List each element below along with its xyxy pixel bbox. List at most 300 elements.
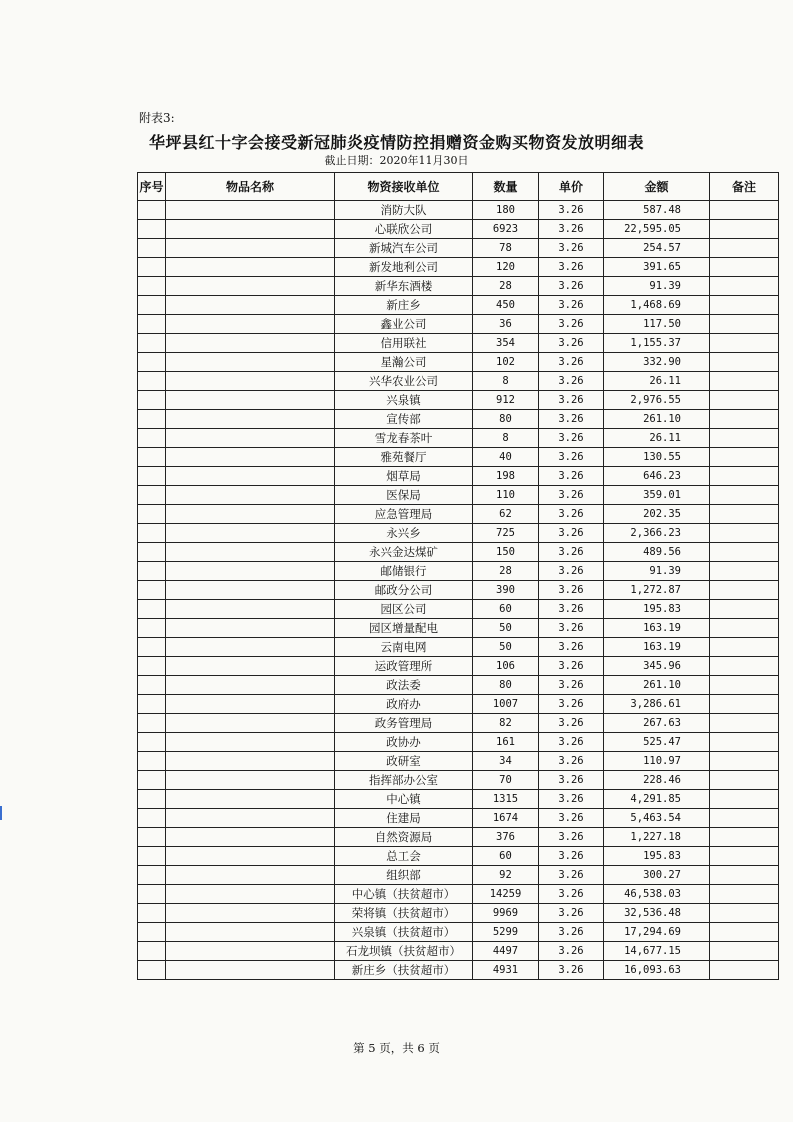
cell-amount: 163.19 <box>604 638 710 657</box>
cell-unit: 运政管理所 <box>335 657 473 676</box>
cell-unit: 荣将镇（扶贫超市） <box>335 904 473 923</box>
cell-index <box>138 733 166 752</box>
cell-index <box>138 353 166 372</box>
page-number: 第 5 页，共 6 页 <box>353 1041 440 1055</box>
cell-index <box>138 695 166 714</box>
cell-unit: 兴华农业公司 <box>335 372 473 391</box>
cell-unit: 组织部 <box>335 866 473 885</box>
cell-qty: 70 <box>473 771 539 790</box>
cell-qty: 161 <box>473 733 539 752</box>
cell-item <box>166 942 335 961</box>
table-row <box>138 847 779 866</box>
cell-index <box>138 258 166 277</box>
cell-qty: 390 <box>473 581 539 600</box>
cell-price: 3.26 <box>539 448 604 467</box>
cell-price: 3.26 <box>539 562 604 581</box>
cell-unit: 消防大队 <box>335 201 473 220</box>
cell-item <box>166 676 335 695</box>
distribution-table <box>137 172 779 980</box>
cell-unit: 兴泉镇（扶贫超市） <box>335 923 473 942</box>
table-row <box>138 524 779 543</box>
cell-price: 3.26 <box>539 619 604 638</box>
cell-item <box>166 581 335 600</box>
cell-amount: 525.47 <box>604 733 710 752</box>
cell-index <box>138 942 166 961</box>
cell-remark <box>710 771 779 790</box>
cell-index <box>138 372 166 391</box>
attachment-label: 附表3: <box>139 111 175 125</box>
cell-item <box>166 752 335 771</box>
table-row <box>138 391 779 410</box>
cell-amount: 32,536.48 <box>604 904 710 923</box>
cell-price: 3.26 <box>539 334 604 353</box>
table-row <box>138 866 779 885</box>
cell-price: 3.26 <box>539 429 604 448</box>
cell-index <box>138 866 166 885</box>
cell-qty: 4497 <box>473 942 539 961</box>
cell-price: 3.26 <box>539 372 604 391</box>
cell-price: 3.26 <box>539 638 604 657</box>
cell-price: 3.26 <box>539 581 604 600</box>
cell-unit: 永兴金达煤矿 <box>335 543 473 562</box>
cell-qty: 50 <box>473 619 539 638</box>
cell-amount: 117.50 <box>604 315 710 334</box>
cell-amount: 1,227.18 <box>604 828 710 847</box>
cell-qty: 80 <box>473 410 539 429</box>
cell-remark <box>710 220 779 239</box>
cell-remark <box>710 505 779 524</box>
cell-qty: 92 <box>473 866 539 885</box>
cell-item <box>166 847 335 866</box>
cell-remark <box>710 790 779 809</box>
cell-amount: 261.10 <box>604 410 710 429</box>
cell-amount: 1,272.87 <box>604 581 710 600</box>
cell-unit: 园区公司 <box>335 600 473 619</box>
table-row <box>138 638 779 657</box>
table-row <box>138 277 779 296</box>
cell-item <box>166 429 335 448</box>
table-row <box>138 733 779 752</box>
cell-remark <box>710 524 779 543</box>
table-row <box>138 885 779 904</box>
cell-item <box>166 885 335 904</box>
cell-remark <box>710 353 779 372</box>
cell-price: 3.26 <box>539 790 604 809</box>
cell-unit: 兴泉镇 <box>335 391 473 410</box>
cell-unit: 云南电网 <box>335 638 473 657</box>
cell-unit: 总工会 <box>335 847 473 866</box>
cell-amount: 130.55 <box>604 448 710 467</box>
col-header-price: 单价 <box>539 173 604 201</box>
cell-qty: 40 <box>473 448 539 467</box>
cell-qty: 110 <box>473 486 539 505</box>
cell-price: 3.26 <box>539 524 604 543</box>
cell-remark <box>710 638 779 657</box>
cell-index <box>138 828 166 847</box>
cell-item <box>166 448 335 467</box>
cell-remark <box>710 657 779 676</box>
cell-index <box>138 562 166 581</box>
cell-remark <box>710 258 779 277</box>
cell-item <box>166 961 335 980</box>
cell-remark <box>710 391 779 410</box>
cell-unit: 园区增量配电 <box>335 619 473 638</box>
cell-price: 3.26 <box>539 828 604 847</box>
cell-unit: 心联欣公司 <box>335 220 473 239</box>
cell-item <box>166 372 335 391</box>
cell-remark <box>710 885 779 904</box>
cell-price: 3.26 <box>539 904 604 923</box>
cell-index <box>138 676 166 695</box>
cell-index <box>138 277 166 296</box>
table-row <box>138 505 779 524</box>
cell-item <box>166 733 335 752</box>
table-row <box>138 809 779 828</box>
cell-price: 3.26 <box>539 676 604 695</box>
cell-price: 3.26 <box>539 752 604 771</box>
cell-qty: 78 <box>473 239 539 258</box>
cell-qty: 8 <box>473 372 539 391</box>
cell-index <box>138 961 166 980</box>
col-header-qty: 数量 <box>473 173 539 201</box>
cell-remark <box>710 581 779 600</box>
cell-item <box>166 239 335 258</box>
cell-item <box>166 296 335 315</box>
cell-price: 3.26 <box>539 657 604 676</box>
cell-amount: 195.83 <box>604 600 710 619</box>
cell-amount: 261.10 <box>604 676 710 695</box>
table-row <box>138 543 779 562</box>
table-row <box>138 410 779 429</box>
cell-price: 3.26 <box>539 714 604 733</box>
cell-unit: 邮政分公司 <box>335 581 473 600</box>
cell-unit: 鑫业公司 <box>335 315 473 334</box>
deadline-date: 截止日期：2020年11月30日 <box>324 154 469 167</box>
cell-remark <box>710 315 779 334</box>
cell-item <box>166 353 335 372</box>
cell-amount: 26.11 <box>604 372 710 391</box>
table-header-row <box>138 173 779 201</box>
cell-unit: 政研室 <box>335 752 473 771</box>
cell-qty: 82 <box>473 714 539 733</box>
cell-item <box>166 201 335 220</box>
cell-unit: 新庄乡 <box>335 296 473 315</box>
cell-index <box>138 714 166 733</box>
cell-remark <box>710 239 779 258</box>
cell-qty: 80 <box>473 676 539 695</box>
cell-amount: 254.57 <box>604 239 710 258</box>
cell-amount: 26.11 <box>604 429 710 448</box>
cell-amount: 110.97 <box>604 752 710 771</box>
cell-price: 3.26 <box>539 809 604 828</box>
cell-amount: 46,538.03 <box>604 885 710 904</box>
cell-item <box>166 524 335 543</box>
cell-qty: 450 <box>473 296 539 315</box>
cell-remark <box>710 277 779 296</box>
cell-amount: 359.01 <box>604 486 710 505</box>
cell-amount: 1,155.37 <box>604 334 710 353</box>
cell-remark <box>710 448 779 467</box>
cell-price: 3.26 <box>539 600 604 619</box>
cell-remark <box>710 961 779 980</box>
cell-amount: 14,677.15 <box>604 942 710 961</box>
cell-qty: 180 <box>473 201 539 220</box>
cell-index <box>138 505 166 524</box>
cell-price: 3.26 <box>539 771 604 790</box>
cell-item <box>166 543 335 562</box>
col-header-index: 序号 <box>138 173 166 201</box>
cell-unit: 新华东酒楼 <box>335 277 473 296</box>
cell-index <box>138 429 166 448</box>
cell-remark <box>710 600 779 619</box>
table-row <box>138 448 779 467</box>
cell-item <box>166 809 335 828</box>
cell-unit: 雅苑餐厅 <box>335 448 473 467</box>
cell-price: 3.26 <box>539 201 604 220</box>
cell-qty: 1674 <box>473 809 539 828</box>
table-row <box>138 429 779 448</box>
table-row <box>138 220 779 239</box>
cell-item <box>166 315 335 334</box>
cell-index <box>138 847 166 866</box>
cell-price: 3.26 <box>539 353 604 372</box>
cell-item <box>166 600 335 619</box>
cell-index <box>138 771 166 790</box>
cell-unit: 自然资源局 <box>335 828 473 847</box>
cell-qty: 102 <box>473 353 539 372</box>
cell-index <box>138 410 166 429</box>
cell-unit: 应急管理局 <box>335 505 473 524</box>
cell-price: 3.26 <box>539 391 604 410</box>
cell-qty: 376 <box>473 828 539 847</box>
cell-unit: 指挥部办公室 <box>335 771 473 790</box>
cell-unit: 信用联社 <box>335 334 473 353</box>
cell-price: 3.26 <box>539 220 604 239</box>
cell-amount: 2,366.23 <box>604 524 710 543</box>
cell-qty: 198 <box>473 467 539 486</box>
cell-remark <box>710 904 779 923</box>
table-row <box>138 486 779 505</box>
cell-amount: 4,291.85 <box>604 790 710 809</box>
page-title: 华坪县红十字会接受新冠肺炎疫情防控捐赠资金购买物资发放明细表 <box>148 133 644 152</box>
cell-unit: 政协办 <box>335 733 473 752</box>
cell-index <box>138 885 166 904</box>
cell-index <box>138 239 166 258</box>
cell-index <box>138 904 166 923</box>
cell-remark <box>710 486 779 505</box>
cell-index <box>138 448 166 467</box>
cell-index <box>138 923 166 942</box>
cell-remark <box>710 733 779 752</box>
cell-amount: 300.27 <box>604 866 710 885</box>
cell-index <box>138 220 166 239</box>
cell-item <box>166 866 335 885</box>
cell-amount: 163.19 <box>604 619 710 638</box>
col-header-amount: 金额 <box>604 173 710 201</box>
cell-remark <box>710 410 779 429</box>
cell-qty: 912 <box>473 391 539 410</box>
cell-item <box>166 220 335 239</box>
cell-remark <box>710 562 779 581</box>
cell-qty: 106 <box>473 657 539 676</box>
cell-amount: 391.65 <box>604 258 710 277</box>
cell-unit: 中心镇（扶贫超市） <box>335 885 473 904</box>
cell-remark <box>710 429 779 448</box>
table-row <box>138 790 779 809</box>
cell-amount: 3,286.61 <box>604 695 710 714</box>
cell-amount: 587.48 <box>604 201 710 220</box>
cell-price: 3.26 <box>539 486 604 505</box>
table-row <box>138 923 779 942</box>
cell-remark <box>710 923 779 942</box>
cell-unit: 政府办 <box>335 695 473 714</box>
col-header-unit: 物资接收单位 <box>335 173 473 201</box>
cell-qty: 150 <box>473 543 539 562</box>
col-header-item: 物品名称 <box>166 173 335 201</box>
table-row <box>138 239 779 258</box>
cell-price: 3.26 <box>539 315 604 334</box>
cell-remark <box>710 676 779 695</box>
cell-item <box>166 714 335 733</box>
cell-qty: 62 <box>473 505 539 524</box>
table-body <box>138 201 779 980</box>
cell-qty: 4931 <box>473 961 539 980</box>
table-row <box>138 752 779 771</box>
cell-index <box>138 638 166 657</box>
cell-amount: 91.39 <box>604 562 710 581</box>
cell-qty: 1007 <box>473 695 539 714</box>
cell-qty: 6923 <box>473 220 539 239</box>
table-row <box>138 334 779 353</box>
cell-item <box>166 790 335 809</box>
cell-index <box>138 524 166 543</box>
cell-item <box>166 505 335 524</box>
cell-item <box>166 638 335 657</box>
cell-unit: 中心镇 <box>335 790 473 809</box>
cell-item <box>166 334 335 353</box>
cell-price: 3.26 <box>539 961 604 980</box>
cell-remark <box>710 334 779 353</box>
cell-price: 3.26 <box>539 923 604 942</box>
cell-qty: 354 <box>473 334 539 353</box>
col-header-remark: 备注 <box>710 173 779 201</box>
cell-price: 3.26 <box>539 885 604 904</box>
cell-unit: 医保局 <box>335 486 473 505</box>
table-row <box>138 467 779 486</box>
cell-item <box>166 695 335 714</box>
cell-remark <box>710 809 779 828</box>
cell-amount: 195.83 <box>604 847 710 866</box>
cell-remark <box>710 467 779 486</box>
table-row <box>138 714 779 733</box>
cell-price: 3.26 <box>539 296 604 315</box>
table-row <box>138 600 779 619</box>
cell-unit: 新庄乡（扶贫超市） <box>335 961 473 980</box>
cell-remark <box>710 543 779 562</box>
cell-remark <box>710 372 779 391</box>
table-row <box>138 676 779 695</box>
cell-amount: 22,595.05 <box>604 220 710 239</box>
table-row <box>138 353 779 372</box>
cell-amount: 16,093.63 <box>604 961 710 980</box>
table-row <box>138 372 779 391</box>
table-row <box>138 961 779 980</box>
cell-qty: 50 <box>473 638 539 657</box>
cell-price: 3.26 <box>539 695 604 714</box>
cell-item <box>166 467 335 486</box>
cell-price: 3.26 <box>539 277 604 296</box>
cell-item <box>166 391 335 410</box>
cell-qty: 14259 <box>473 885 539 904</box>
cell-price: 3.26 <box>539 733 604 752</box>
cell-remark <box>710 752 779 771</box>
table-row <box>138 942 779 961</box>
cell-index <box>138 201 166 220</box>
cell-index <box>138 790 166 809</box>
cell-price: 3.26 <box>539 239 604 258</box>
cell-unit: 宣传部 <box>335 410 473 429</box>
cell-unit: 雪龙春茶叶 <box>335 429 473 448</box>
cell-remark <box>710 714 779 733</box>
cell-qty: 120 <box>473 258 539 277</box>
cell-qty: 725 <box>473 524 539 543</box>
table-row <box>138 581 779 600</box>
cell-amount: 267.63 <box>604 714 710 733</box>
cell-price: 3.26 <box>539 847 604 866</box>
cell-index <box>138 600 166 619</box>
table-row <box>138 258 779 277</box>
cell-price: 3.26 <box>539 543 604 562</box>
cell-amount: 345.96 <box>604 657 710 676</box>
cell-item <box>166 486 335 505</box>
cell-qty: 36 <box>473 315 539 334</box>
cell-unit: 邮储银行 <box>335 562 473 581</box>
cell-unit: 永兴乡 <box>335 524 473 543</box>
cell-index <box>138 334 166 353</box>
table-row <box>138 828 779 847</box>
cell-price: 3.26 <box>539 866 604 885</box>
cell-amount: 489.56 <box>604 543 710 562</box>
cell-amount: 228.46 <box>604 771 710 790</box>
cell-unit: 新城汽车公司 <box>335 239 473 258</box>
cell-unit: 烟草局 <box>335 467 473 486</box>
cell-item <box>166 828 335 847</box>
table-row <box>138 201 779 220</box>
cell-item <box>166 258 335 277</box>
cell-qty: 28 <box>473 562 539 581</box>
cell-remark <box>710 619 779 638</box>
cell-index <box>138 296 166 315</box>
cell-qty: 5299 <box>473 923 539 942</box>
table-row <box>138 771 779 790</box>
cell-amount: 91.39 <box>604 277 710 296</box>
cell-index <box>138 657 166 676</box>
cell-index <box>138 315 166 334</box>
cell-item <box>166 562 335 581</box>
table-row <box>138 657 779 676</box>
cell-amount: 332.90 <box>604 353 710 372</box>
cell-amount: 202.35 <box>604 505 710 524</box>
cell-unit: 政务管理局 <box>335 714 473 733</box>
cell-qty: 8 <box>473 429 539 448</box>
cell-qty: 34 <box>473 752 539 771</box>
table-row <box>138 296 779 315</box>
cell-remark <box>710 296 779 315</box>
cell-remark <box>710 201 779 220</box>
table-row <box>138 904 779 923</box>
cell-price: 3.26 <box>539 942 604 961</box>
cell-index <box>138 486 166 505</box>
